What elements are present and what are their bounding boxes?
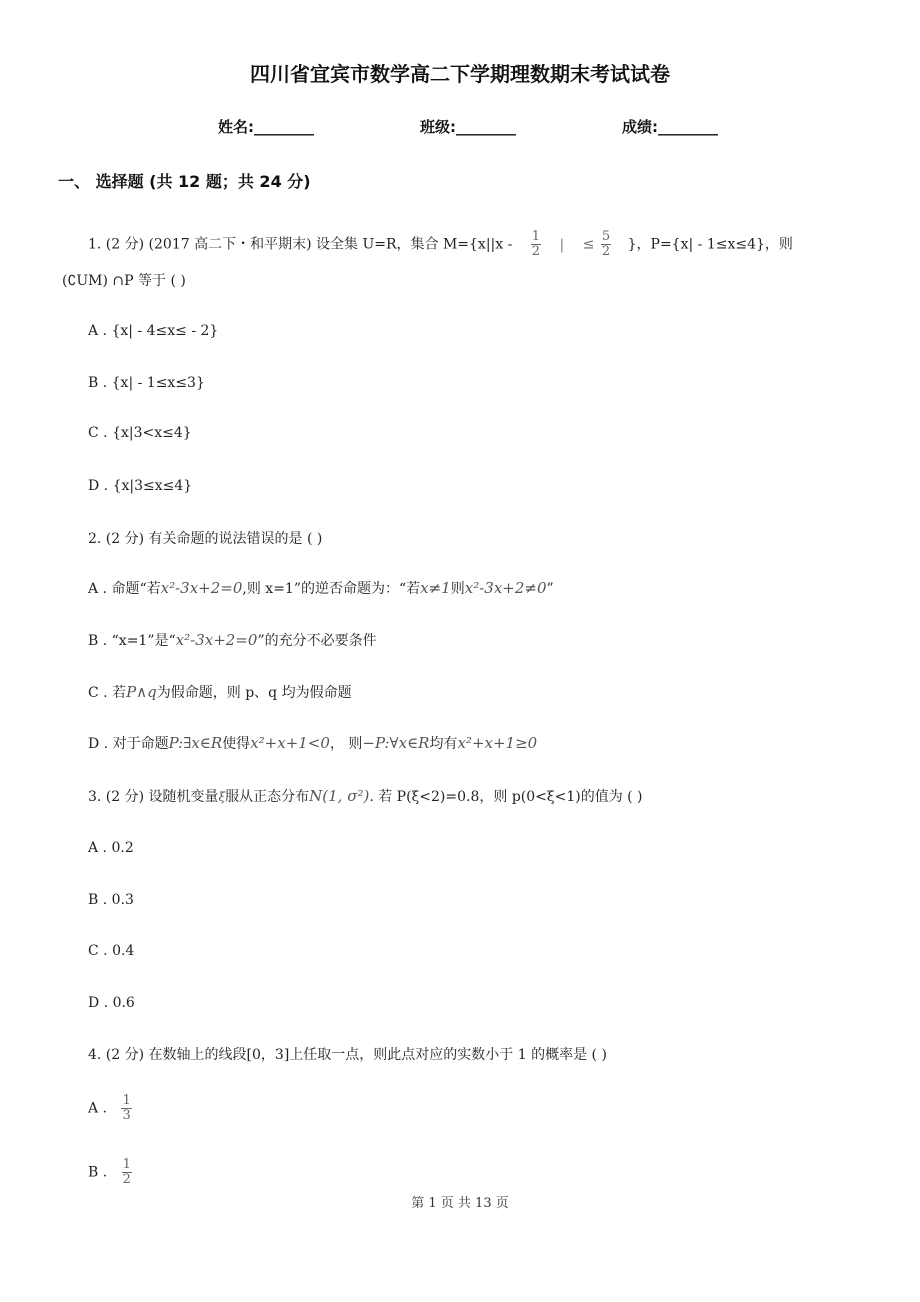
math-expression: x²‐3x+2=0 bbox=[160, 579, 243, 597]
option-text: ,则 x=1”的逆否命题为：“若 bbox=[242, 581, 421, 597]
abs-bar: | bbox=[559, 236, 565, 253]
question-1-text-end: }，P={x| - 1≤x≤4}，则 bbox=[627, 236, 793, 253]
le-symbol: ≤ bbox=[582, 236, 595, 253]
math-expression: −P:∀x∈R bbox=[362, 734, 430, 752]
question-3-option-d: D . 0.6 bbox=[88, 995, 135, 1011]
option-text: ” bbox=[546, 581, 554, 597]
fraction-numerator: 1 bbox=[122, 1157, 131, 1172]
question-3-option-c: C . 0.4 bbox=[88, 943, 135, 959]
question-2-option-c bbox=[88, 682, 352, 702]
question-text: 3. (2 分) 设随机变量 bbox=[88, 789, 219, 805]
option-text: B . “x=1”是“ bbox=[88, 633, 176, 649]
question-2-option-d bbox=[88, 733, 537, 753]
question-text: 服从正态分布 bbox=[225, 789, 310, 805]
score-field: 成绩:________ bbox=[622, 118, 718, 136]
question-1-line2: (∁UM) ∩P 等于 ( ) bbox=[62, 273, 186, 289]
question-3-option-a: A . 0.2 bbox=[88, 840, 134, 856]
math-expression: P:∃x∈R bbox=[168, 734, 223, 752]
math-expression: x²‐3x+2=0 bbox=[175, 631, 258, 649]
fraction-numerator: 5 bbox=[601, 229, 611, 244]
fraction-one-half bbox=[122, 1158, 132, 1187]
question-3-option-b: B . 0.3 bbox=[88, 892, 134, 908]
page-footer: 第 1 页 共 13 页 bbox=[411, 1196, 509, 1211]
option-text: 为假命题，则 p、q 均为假命题 bbox=[156, 685, 352, 701]
question-1-line1 bbox=[88, 230, 793, 259]
question-1-option-a: A . {x| - 4≤x≤ - 2} bbox=[88, 323, 219, 339]
question-1-text: 1. (2 分) (2017 高二下・和平期末) 设全集 U=R，集合 M={x||x - bbox=[88, 236, 513, 253]
fraction-denominator: 2 bbox=[122, 1172, 131, 1187]
fraction-one-third bbox=[121, 1094, 131, 1123]
math-expression: ξ bbox=[218, 790, 226, 804]
option-text: 则 bbox=[450, 581, 465, 597]
question-2-option-a bbox=[88, 578, 554, 598]
math-expression: x²‐3x+2≠0 bbox=[464, 579, 547, 597]
section-heading: 一、 选择题 (共 12 题；共 24 分) bbox=[58, 172, 311, 191]
class-field: 班级:________ bbox=[420, 118, 516, 136]
question-1-option-d: D . {x|3≤x≤4} bbox=[88, 478, 193, 494]
question-text: . 若 P(ξ<2)=0.8，则 p(0<ξ<1)的值为 ( ) bbox=[369, 789, 643, 805]
fraction-numerator: 1 bbox=[122, 1093, 131, 1108]
question-3-stem bbox=[88, 786, 643, 806]
option-text: A . 命题“若 bbox=[88, 581, 161, 597]
fraction-numerator: 1 bbox=[531, 229, 541, 244]
option-text: A . bbox=[88, 1100, 108, 1117]
fraction-denominator: 2 bbox=[601, 244, 611, 259]
document-title: 四川省宜宾市数学高二下学期理数期末考试试卷 bbox=[250, 62, 670, 86]
question-1-option-c: C . {x|3<x≤4} bbox=[88, 425, 192, 441]
question-2-option-b bbox=[88, 630, 377, 650]
option-text: 使得 bbox=[222, 736, 251, 752]
fraction-one-half bbox=[531, 230, 541, 259]
option-text: 均有 bbox=[429, 736, 458, 752]
question-4-option-a bbox=[88, 1094, 132, 1123]
math-expression: x≠1 bbox=[420, 579, 451, 597]
name-field: 姓名:________ bbox=[218, 118, 314, 136]
question-4-stem: 4. (2 分) 在数轴上的线段[0，3]上任取一点，则此点对应的实数小于 1 的概率是 ( ) bbox=[88, 1047, 607, 1063]
fraction-denominator: 3 bbox=[122, 1108, 131, 1123]
math-expression: x²+x+1≥0 bbox=[457, 734, 538, 752]
fraction-denominator: 2 bbox=[531, 244, 541, 259]
math-expression: x²+x+1<0 bbox=[250, 734, 330, 752]
option-text: C . 若 bbox=[88, 685, 127, 701]
option-text: ， 则 bbox=[329, 736, 363, 752]
question-2-stem: 2. (2 分) 有关命题的说法错误的是 ( ) bbox=[88, 531, 323, 547]
question-4-option-b bbox=[88, 1158, 132, 1187]
option-text: ”的充分不必要条件 bbox=[257, 633, 377, 649]
option-text: D . 对于命题 bbox=[88, 736, 169, 752]
option-text: B . bbox=[88, 1164, 108, 1181]
fraction-five-halves bbox=[601, 230, 611, 259]
math-expression: P∧q bbox=[126, 683, 157, 701]
question-1-option-b: B . {x| - 1≤x≤3} bbox=[88, 375, 205, 391]
math-expression: N(1, σ²) bbox=[309, 787, 370, 805]
